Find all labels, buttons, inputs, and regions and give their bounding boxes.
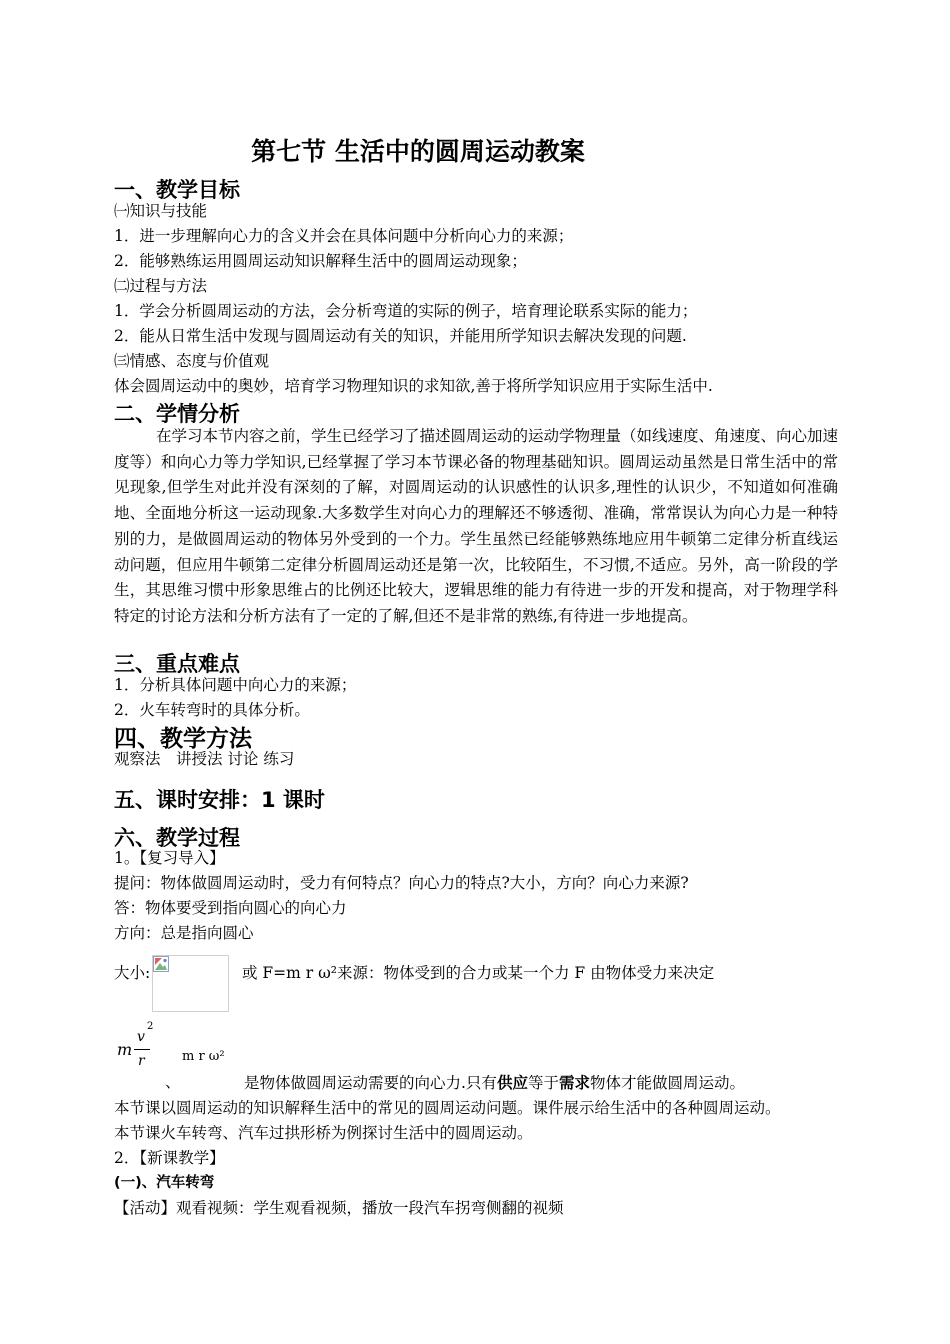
body-text: 本节课以圆周运动的知识解释生活中的常见的圆周运动问题。课件展示给生活中的各种圆周运动。 xyxy=(114,1099,781,1117)
step-label: 1。【复习导入】 xyxy=(114,849,225,867)
formula-exponent: 2 xyxy=(147,1021,154,1032)
section-heading-process: 六、教学过程 xyxy=(114,826,240,850)
step-label: 2．【新课教学】 xyxy=(114,1149,225,1167)
list-item: 2．能够熟练运用圆周运动知识解释生活中的圆周运动现象； xyxy=(114,252,527,270)
formula-mrw: m r ω² xyxy=(182,1049,225,1064)
formula-r: r xyxy=(138,1053,145,1069)
list-item: 1．学会分析圆周运动的方法，会分析弯道的实际的例子，培育理论联系实际的能力； xyxy=(114,302,698,320)
section-heading-key-points: 三、重点难点 xyxy=(114,652,240,676)
list-item: 1．分析具体问题中向心力的来源； xyxy=(114,676,357,694)
section-heading-methods: 四、教学方法 xyxy=(114,726,252,752)
text-segment: 等于 xyxy=(527,1074,559,1092)
analysis-paragraph xyxy=(114,424,838,630)
broken-image-icon xyxy=(153,956,169,972)
size-label: 大小: xyxy=(114,964,151,982)
fraction-bar xyxy=(134,1049,150,1050)
emphasis-demand: 需求 xyxy=(558,1073,590,1092)
page-title: 第七节 生活中的圆周运动教案 xyxy=(251,137,585,166)
formula-m: m xyxy=(117,1040,133,1059)
body-text: 在学习本节内容之前，学生已经学习了描述圆周运动的运动学物理量（如线速度、角速度、向心加速度等）和向心力等力学知识,已经掌握了学习本节课必备的物理基础知识。圆周运动虽然是日常生活中的常见现象,但学生对此并没有深刻的了解，对圆周运动的认识感性的认识多,理性的认识少，不知道如何准确地、全面地分析这一运动现象.大多数学生对向心力的理解还不够透彻、准确，常常误认为向心力是一种特别的力，是做圆周运动的物体另外受到的一个力。学生虽然已经能够熟练地应用牛顿第二定律分析直线运动问题，但应用牛顿第二定律分析圆周运动还是第一次，比较陌生，不习惯,不适应。另外，高一阶段的学生，其思维习惯中形象思维占的比例还比较大，逻辑思维的能力有待进一步的开发和提高，对于物理学科特定的讨论方法和分析方法有了一定的了解,但还不是非常的熟练,有待进一步地提高。 xyxy=(114,427,839,625)
text-segment: 是物体做圆周运动需要的向心力.只有 xyxy=(244,1074,497,1092)
body-text xyxy=(244,1070,745,1096)
emphasis-supply: 供应 xyxy=(496,1073,528,1092)
section-heading-objectives: 一、教学目标 xyxy=(114,178,240,202)
list-item: 2．火车转弯时的具体分析。 xyxy=(114,701,310,719)
subheading-attitude: ㈢情感、态度与价值观 xyxy=(114,352,270,370)
body-text: 提问：物体做圆周运动时，受力有何特点？向心力的特点?大小，方向？向心力来源? xyxy=(114,874,689,892)
body-text: 方向：总是指向圆心 xyxy=(114,924,254,942)
section-heading-schedule: 五、课时安排：1 课时 xyxy=(114,788,325,812)
body-text: 本节课火车转弯、汽车过拱形桥为例探讨生活中的圆周运动。 xyxy=(114,1124,533,1142)
subheading-process: ㈡过程与方法 xyxy=(114,277,208,295)
body-text: 答：物体要受到指向圆心的向心力 xyxy=(114,899,347,917)
list-item: 1．进一步理解向心力的含义并会在具体问题中分析向心力的来源； xyxy=(114,227,574,245)
body-text: 观察法 讲授法 讨论 练习 xyxy=(114,750,295,768)
text-segment: 物体才能做圆周运动。 xyxy=(589,1074,745,1092)
list-item: 2．能从日常生活中发现与圆周运动有关的知识，并能用所学知识去解决发现的问题. xyxy=(114,327,687,345)
formula-image-placeholder xyxy=(152,955,229,1012)
separator: 、 xyxy=(165,1073,181,1091)
body-text: 体会圆周运动中的奥妙，培育学习物理知识的求知欲,善于将所学知识应用于实际生活中. xyxy=(114,377,713,395)
body-text: 【活动】观看视频：学生观看视频，播放一段汽车拐弯侧翻的视频 xyxy=(114,1199,564,1217)
body-text: 或 F=m r ω²来源：物体受到的合力或某一个力 F 由物体受力来决定 xyxy=(242,964,715,982)
formula-v: v xyxy=(137,1029,145,1045)
section-heading-analysis: 二、学情分析 xyxy=(114,402,240,426)
subheading-car-turn: (一)、汽车转弯 xyxy=(114,1175,215,1191)
subheading-knowledge: ㈠知识与技能 xyxy=(114,202,208,220)
